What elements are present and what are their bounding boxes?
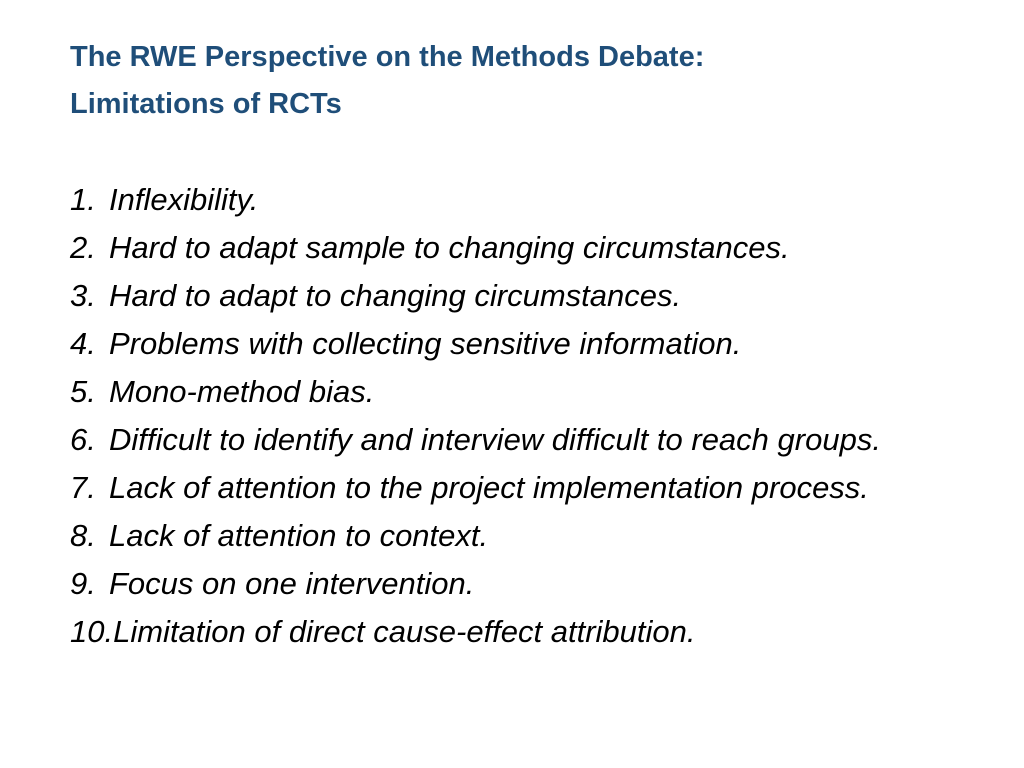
list-item xyxy=(70,512,970,560)
list-item-number: 4. xyxy=(70,326,96,361)
list-item-text: Focus on one intervention. xyxy=(109,566,475,601)
slide-title xyxy=(70,34,970,128)
list-item-text: Lack of attention to context. xyxy=(109,518,489,553)
list-item xyxy=(70,224,970,272)
list-item-number: 7. xyxy=(70,470,96,505)
list-item xyxy=(70,464,970,512)
list-item xyxy=(70,608,970,656)
list-item xyxy=(70,272,970,320)
list-item-number: 8. xyxy=(70,518,96,553)
list-item-number: 2. xyxy=(70,230,96,265)
list-item-number: 1. xyxy=(70,182,96,217)
list-item-number: 6. xyxy=(70,422,96,457)
limitations-list xyxy=(70,176,970,656)
list-item-text: Limitation of direct cause-effect attribution. xyxy=(113,614,696,649)
list-item-text: Hard to adapt to changing circumstances. xyxy=(109,278,682,313)
list-item-text: Lack of attention to the project implementation process. xyxy=(109,470,869,505)
slide-title-line-1: The RWE Perspective on the Methods Debate: xyxy=(70,41,705,73)
list-item-text: Mono-method bias. xyxy=(109,374,375,409)
list-item xyxy=(70,560,970,608)
list-item-number: 9. xyxy=(70,566,96,601)
list-item xyxy=(70,416,970,464)
list-item xyxy=(70,176,970,224)
list-item-text: Problems with collecting sensitive information. xyxy=(109,326,742,361)
list-item xyxy=(70,368,970,416)
slide-title-line-2: Limitations of RCTs xyxy=(70,88,342,120)
list-item-text: Difficult to identify and interview difficult to reach groups. xyxy=(109,422,881,457)
list-item-number: 5. xyxy=(70,374,96,409)
list-item-text: Inflexibility. xyxy=(109,182,259,217)
list-item-number: 10. xyxy=(70,614,114,649)
list-item-text: Hard to adapt sample to changing circumstances. xyxy=(109,230,790,265)
list-item-number: 3. xyxy=(70,278,96,313)
list-item xyxy=(70,320,970,368)
